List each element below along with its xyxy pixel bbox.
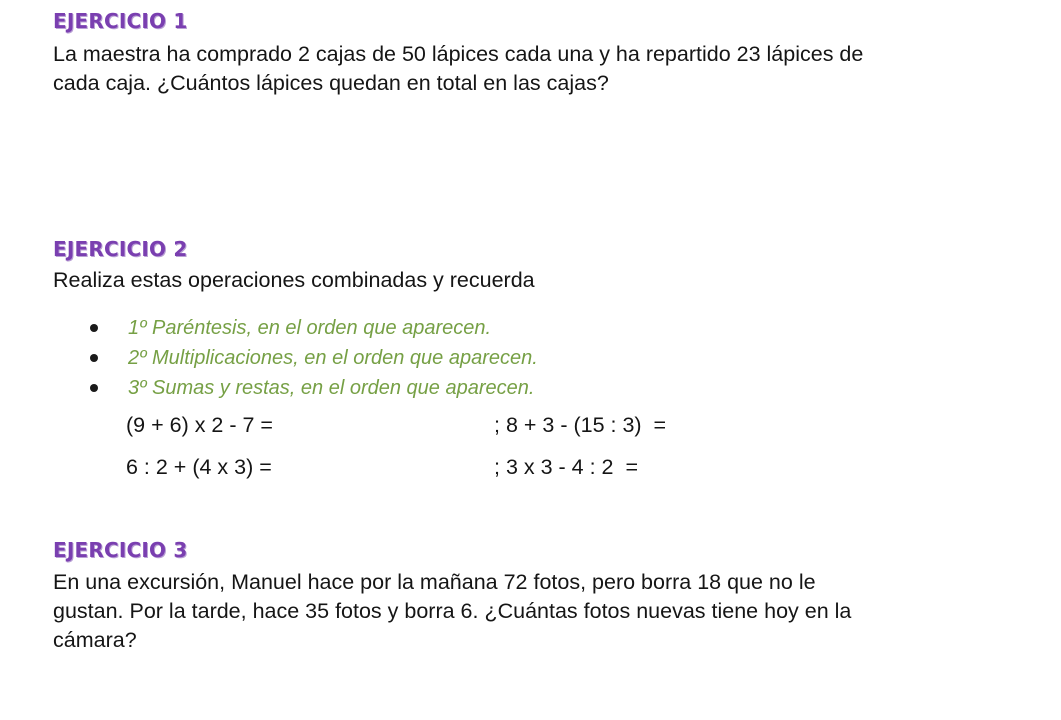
exercise-1-text-line-2: cada caja. ¿Cuántos lápices quedan en total en las cajas?: [53, 71, 609, 95]
rules-list: [88, 313, 538, 403]
exercise-3-text-line-1: En una excursión, Manuel hace por la mañana 72 fotos, pero borra 18 que no le: [53, 570, 816, 594]
rule-item: [88, 313, 538, 343]
exercise-2-intro: Realiza estas operaciones combinadas y recuerda: [53, 268, 535, 292]
rule-item: [88, 343, 538, 373]
exercise-2-heading: EJERCICIO 2: [53, 237, 188, 261]
operation-3: 6 : 2 + (4 x 3) =: [126, 455, 272, 479]
rule-text: 3º Sumas y restas, en el orden que aparecen.: [128, 377, 535, 399]
bullet-icon: [90, 324, 98, 332]
rule-text: 1º Paréntesis, en el orden que aparecen.: [128, 317, 492, 339]
exercise-1-heading: EJERCICIO 1: [53, 9, 188, 33]
exercise-3-text-line-2: gustan. Por la tarde, hace 35 fotos y borra 6. ¿Cuántas fotos nuevas tiene hoy en la: [53, 599, 852, 623]
bullet-icon: [90, 384, 98, 392]
exercise-3-heading: EJERCICIO 3: [53, 538, 188, 562]
bullet-icon: [90, 354, 98, 362]
exercise-1-text-line-1: La maestra ha comprado 2 cajas de 50 lápices cada una y ha repartido 23 lápices de: [53, 42, 864, 66]
rule-item: [88, 373, 538, 403]
operation-2: ; 8 + 3 - (15 : 3) =: [494, 413, 667, 437]
operation-4: ; 3 x 3 - 4 : 2 =: [494, 455, 639, 479]
rule-text: 2º Multiplicaciones, en el orden que aparecen.: [128, 347, 538, 369]
exercise-3-text-line-3: cámara?: [53, 628, 137, 652]
operation-1: (9 + 6) x 2 - 7 =: [126, 413, 273, 437]
